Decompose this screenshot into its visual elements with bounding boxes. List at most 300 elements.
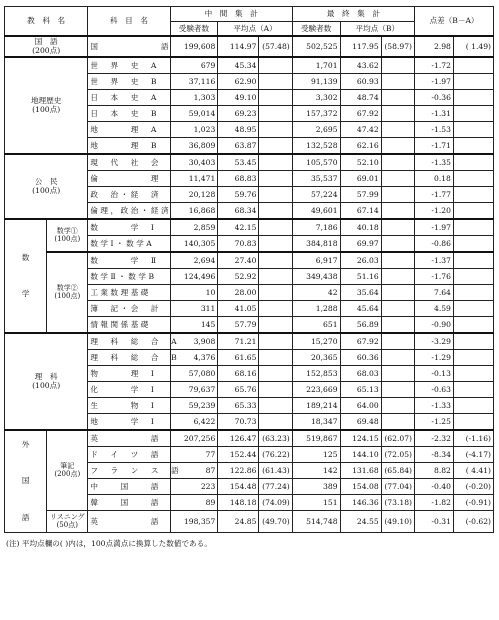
subject-cell: 数 学 Ⅰ (88, 219, 170, 236)
category-chireki: 地理歴史 (100点) (5, 57, 88, 154)
diff-converted: (-4.17) (453, 446, 493, 462)
mid-converted (259, 397, 292, 413)
mid-avg: 126.47 (218, 430, 259, 447)
final-count: 125 (292, 446, 340, 462)
subject-cell: 日 本 史 A (88, 89, 170, 105)
final-count: 105,570 (292, 154, 340, 171)
mid-count: 36,809 (170, 137, 218, 154)
final-count: 189,214 (292, 397, 340, 413)
mid-count: 59,239 (170, 397, 218, 413)
final-count: 1,288 (292, 300, 340, 316)
mid-avg: 61.65 (218, 349, 259, 365)
final-converted (381, 268, 414, 284)
subcategory-sugaku-2: 数学② (100点) (47, 252, 88, 333)
final-count: 20,365 (292, 349, 340, 365)
final-avg: 48.74 (340, 89, 381, 105)
diff-converted (453, 413, 493, 430)
final-converted (381, 121, 414, 137)
final-avg: 117.95 (340, 36, 381, 57)
subject-cell: 化 学 Ⅰ (88, 381, 170, 397)
mid-avg: 59.76 (218, 186, 259, 202)
diff: -1.76 (415, 268, 454, 284)
subject-cell: 英 語 (88, 430, 170, 447)
final-avg: 26.03 (340, 252, 381, 269)
table-row (5, 252, 494, 269)
diff: 7.64 (415, 284, 454, 300)
diff-converted (453, 268, 493, 284)
final-converted (381, 235, 414, 252)
diff-converted: ( 1.49) (453, 36, 493, 57)
subject-cell: 数 学 Ⅱ (88, 252, 170, 269)
diff-converted (453, 316, 493, 333)
diff-converted (453, 105, 493, 121)
final-count: 57,224 (292, 186, 340, 202)
final-converted (381, 365, 414, 381)
mid-converted (259, 186, 292, 202)
diff: -0.90 (415, 316, 454, 333)
mid-converted (259, 170, 292, 186)
mid-count: 79,637 (170, 381, 218, 397)
final-avg: 24.55 (340, 510, 381, 532)
category-komin: 公 民 (100点) (5, 154, 88, 219)
subject-cell: 数学Ⅰ・数学A (88, 235, 170, 252)
table-row (5, 219, 494, 236)
subject-cell: 物 理 Ⅰ (88, 365, 170, 381)
diff: -1.31 (415, 105, 454, 121)
header-subject: 科 目 名 (88, 7, 170, 37)
mid-avg: 69.23 (218, 105, 259, 121)
final-converted (381, 381, 414, 397)
diff-converted (453, 333, 493, 350)
mid-avg: 52.92 (218, 268, 259, 284)
mid-avg: 65.33 (218, 397, 259, 413)
mid-avg: 154.48 (218, 478, 259, 494)
final-converted (381, 154, 414, 171)
final-avg: 67.14 (340, 202, 381, 219)
mid-converted (259, 73, 292, 89)
mid-converted (259, 252, 292, 269)
mid-count: 198,357 (170, 510, 218, 532)
final-converted: (77.04) (381, 478, 414, 494)
mid-count: 207,256 (170, 430, 218, 447)
subject-cell: 生 物 Ⅰ (88, 397, 170, 413)
diff-converted: (-0.62) (453, 510, 493, 532)
final-converted (381, 252, 414, 269)
final-count: 3,302 (292, 89, 340, 105)
diff: -1.77 (415, 186, 454, 202)
mid-avg: 48.95 (218, 121, 259, 137)
final-avg: 47.42 (340, 121, 381, 137)
final-converted (381, 202, 414, 219)
final-avg: 67.92 (340, 333, 381, 350)
mid-avg: 65.76 (218, 381, 259, 397)
mid-converted (259, 219, 292, 236)
diff: -2.32 (415, 430, 454, 447)
mid-avg: 24.85 (218, 510, 259, 532)
diff-converted: (-0.91) (453, 494, 493, 510)
subject-cell: 現 代 社 会 (88, 154, 170, 171)
final-avg: 57.99 (340, 186, 381, 202)
diff: -1.35 (415, 154, 454, 171)
subject-cell: 韓 国 語 (88, 494, 170, 510)
mid-converted (259, 316, 292, 333)
final-avg: 146.36 (340, 494, 381, 510)
final-avg: 67.92 (340, 105, 381, 121)
final-count: 7,186 (292, 219, 340, 236)
final-converted (381, 89, 414, 105)
final-count: 42 (292, 284, 340, 300)
final-avg: 154.08 (340, 478, 381, 494)
subject-cell: 理 科 総 合 A (88, 333, 170, 350)
mid-count: 57,080 (170, 365, 218, 381)
final-avg: 69.48 (340, 413, 381, 430)
mid-avg: 114.97 (218, 36, 259, 57)
mid-avg: 70.83 (218, 235, 259, 252)
final-converted (381, 219, 414, 236)
category-rika: 理 科 (100点) (5, 333, 88, 430)
subject-cell: 工業数理基礎 (88, 284, 170, 300)
category-kokugo: 国 語 (200点) (5, 36, 88, 57)
mid-avg: 41.05 (218, 300, 259, 316)
final-converted (381, 170, 414, 186)
mid-count: 77 (170, 446, 218, 462)
final-count: 384,818 (292, 235, 340, 252)
mid-count: 30,403 (170, 154, 218, 171)
mid-count: 11,471 (170, 170, 218, 186)
final-count: 514,748 (292, 510, 340, 532)
mid-converted (259, 235, 292, 252)
subject-cell: 地 理 B (88, 137, 170, 154)
diff-converted (453, 397, 493, 413)
diff: -1.97 (415, 73, 454, 89)
subject-cell: ド イ ツ 語 (88, 446, 170, 462)
mid-avg: 70.73 (218, 413, 259, 430)
subject-cell: 理 科 総 合 B (88, 349, 170, 365)
final-count: 152,853 (292, 365, 340, 381)
subject-cell: 日 本 史 B (88, 105, 170, 121)
final-count: 2,695 (292, 121, 340, 137)
subject-cell: 地 理 A (88, 121, 170, 137)
diff: -1.20 (415, 202, 454, 219)
mid-count: 140,305 (170, 235, 218, 252)
final-converted: (49.10) (381, 510, 414, 532)
diff: -0.86 (415, 235, 454, 252)
mid-converted: (76.22) (259, 446, 292, 462)
subcategory-hikki: 筆記 (200点) (47, 430, 88, 511)
diff: -1.25 (415, 413, 454, 430)
final-count: 91,139 (292, 73, 340, 89)
diff: -1.82 (415, 494, 454, 510)
diff-converted (453, 154, 493, 171)
mid-avg: 45.34 (218, 57, 259, 74)
final-converted (381, 137, 414, 154)
diff-converted (453, 300, 493, 316)
mid-avg: 53.45 (218, 154, 259, 171)
final-converted (381, 105, 414, 121)
diff-converted (453, 252, 493, 269)
subject-cell: 倫 理 (88, 170, 170, 186)
mid-converted: (49.70) (259, 510, 292, 532)
diff-converted (453, 137, 493, 154)
header-final-avg: 平均点（B） (340, 22, 414, 37)
final-avg: 131.68 (340, 462, 381, 478)
diff: -1.72 (415, 57, 454, 74)
final-count: 151 (292, 494, 340, 510)
final-count: 18,347 (292, 413, 340, 430)
mid-count: 37,116 (170, 73, 218, 89)
subject-cell: 中 国 語 (88, 478, 170, 494)
table-row (5, 36, 494, 57)
diff-converted (453, 73, 493, 89)
mid-avg: 62.90 (218, 73, 259, 89)
mid-converted (259, 284, 292, 300)
final-converted (381, 284, 414, 300)
final-avg: 69.01 (340, 170, 381, 186)
final-count: 132,528 (292, 137, 340, 154)
mid-avg: 71.21 (218, 333, 259, 350)
mid-count: 20,128 (170, 186, 218, 202)
mid-avg: 27.40 (218, 252, 259, 269)
table-row (5, 154, 494, 171)
mid-avg: 49.10 (218, 89, 259, 105)
diff: -1.29 (415, 349, 454, 365)
header-category: 教 科 名 (5, 7, 88, 37)
subject-cell: 世 界 史 A (88, 57, 170, 74)
table-row (5, 510, 494, 532)
mid-count: 4,376 (170, 349, 218, 365)
mid-converted: (74.09) (259, 494, 292, 510)
header-mid-count: 受験者数 (170, 22, 218, 37)
mid-converted (259, 105, 292, 121)
mid-avg: 68.83 (218, 170, 259, 186)
mid-avg: 68.34 (218, 202, 259, 219)
diff-converted (453, 219, 493, 236)
diff-converted (453, 365, 493, 381)
final-converted (381, 57, 414, 74)
diff: -1.97 (415, 219, 454, 236)
mid-converted (259, 137, 292, 154)
final-count: 389 (292, 478, 340, 494)
final-avg: 64.00 (340, 397, 381, 413)
final-converted: (58.97) (381, 36, 414, 57)
diff-converted: ( 4.41) (453, 462, 493, 478)
mid-converted (259, 154, 292, 171)
final-avg: 45.64 (340, 300, 381, 316)
category-sugaku: 数 学 (5, 219, 47, 333)
subject-cell: 倫理，政治・経済 (88, 202, 170, 219)
final-count: 6,917 (292, 252, 340, 269)
diff-converted: (-0.20) (453, 478, 493, 494)
diff-converted (453, 381, 493, 397)
final-count: 49,601 (292, 202, 340, 219)
subcategory-listening: リスニング (50点) (47, 510, 88, 532)
table-row (5, 57, 494, 74)
final-count: 1,701 (292, 57, 340, 74)
diff-converted (453, 349, 493, 365)
diff-converted (453, 170, 493, 186)
header-mid-avg: 平均点（A） (218, 22, 292, 37)
header-final: 最 終 集 計 (292, 7, 414, 22)
diff-converted (453, 186, 493, 202)
diff: -1.37 (415, 252, 454, 269)
mid-count: 87 (170, 462, 218, 478)
diff-converted (453, 284, 493, 300)
mid-converted (259, 89, 292, 105)
mid-converted (259, 268, 292, 284)
mid-avg: 122.86 (218, 462, 259, 478)
final-converted (381, 349, 414, 365)
mid-converted: (77.24) (259, 478, 292, 494)
final-converted (381, 333, 414, 350)
final-converted: (73.18) (381, 494, 414, 510)
final-avg: 124.15 (340, 430, 381, 447)
final-count: 502,525 (292, 36, 340, 57)
mid-count: 10 (170, 284, 218, 300)
mid-converted (259, 413, 292, 430)
final-avg: 60.93 (340, 73, 381, 89)
mid-converted (259, 381, 292, 397)
final-avg: 56.89 (340, 316, 381, 333)
mid-converted (259, 349, 292, 365)
final-avg: 62.16 (340, 137, 381, 154)
final-count: 223,669 (292, 381, 340, 397)
mid-converted (259, 333, 292, 350)
diff: 8.82 (415, 462, 454, 478)
mid-converted (259, 365, 292, 381)
final-count: 142 (292, 462, 340, 478)
final-avg: 35.64 (340, 284, 381, 300)
final-avg: 65.13 (340, 381, 381, 397)
diff: -0.31 (415, 510, 454, 532)
category-gaikokugo: 外 国 語 (5, 430, 47, 533)
table-row (5, 430, 494, 447)
final-avg: 144.10 (340, 446, 381, 462)
final-count: 35,537 (292, 170, 340, 186)
mid-converted (259, 121, 292, 137)
mid-count: 679 (170, 57, 218, 74)
diff-converted (453, 235, 493, 252)
mid-count: 16,868 (170, 202, 218, 219)
subject-cell: 情報関係基礎 (88, 316, 170, 333)
mid-count: 124,496 (170, 268, 218, 284)
diff: 0.18 (415, 170, 454, 186)
table-row (5, 333, 494, 350)
mid-count: 2,859 (170, 219, 218, 236)
final-count: 651 (292, 316, 340, 333)
final-avg: 51.16 (340, 268, 381, 284)
mid-converted (259, 300, 292, 316)
mid-converted (259, 57, 292, 74)
subcategory-sugaku-1: 数学① (100点) (47, 219, 88, 252)
final-count: 349,438 (292, 268, 340, 284)
header-final-count: 受験者数 (292, 22, 340, 37)
mid-count: 2,694 (170, 252, 218, 269)
diff: -0.40 (415, 478, 454, 494)
final-avg: 60.36 (340, 349, 381, 365)
mid-count: 223 (170, 478, 218, 494)
final-converted: (62.07) (381, 430, 414, 447)
mid-converted: (57.48) (259, 36, 292, 57)
header-mid: 中 間 集 計 (170, 7, 292, 22)
subject-cell: 国 語 (88, 36, 170, 57)
mid-avg: 42.15 (218, 219, 259, 236)
diff: -1.33 (415, 397, 454, 413)
diff-converted (453, 202, 493, 219)
score-table-container (4, 6, 494, 549)
mid-avg: 28.00 (218, 284, 259, 300)
mid-count: 59,014 (170, 105, 218, 121)
final-avg: 68.03 (340, 365, 381, 381)
header-row-1 (5, 7, 494, 22)
final-count: 157,372 (292, 105, 340, 121)
diff: -3.29 (415, 333, 454, 350)
diff: -0.13 (415, 365, 454, 381)
mid-avg: 148.18 (218, 494, 259, 510)
mid-converted (259, 202, 292, 219)
subject-cell: 世 界 史 B (88, 73, 170, 89)
final-converted (381, 316, 414, 333)
final-converted (381, 413, 414, 430)
diff-converted (453, 89, 493, 105)
final-converted (381, 397, 414, 413)
mid-count: 311 (170, 300, 218, 316)
mid-avg: 68.16 (218, 365, 259, 381)
subject-cell: 数学Ⅱ・数学B (88, 268, 170, 284)
final-converted (381, 73, 414, 89)
final-count: 519,867 (292, 430, 340, 447)
final-avg: 52.10 (340, 154, 381, 171)
final-count: 15,270 (292, 333, 340, 350)
footnote: (注) 平均点欄の( )内は，100点満点に換算した数値である。 (6, 538, 212, 548)
diff: -1.71 (415, 137, 454, 154)
final-converted (381, 300, 414, 316)
subject-cell: フ ラ ン ス 語 (88, 462, 170, 478)
score-table (4, 6, 494, 533)
subject-cell: 簿 記・会 計 (88, 300, 170, 316)
diff: -0.36 (415, 89, 454, 105)
diff: -8.34 (415, 446, 454, 462)
final-converted: (72.05) (381, 446, 414, 462)
mid-converted: (61.43) (259, 462, 292, 478)
diff-converted (453, 121, 493, 137)
subject-cell: 地 学 Ⅰ (88, 413, 170, 430)
header-diff: 点差（B－A） (415, 7, 494, 37)
mid-count: 89 (170, 494, 218, 510)
mid-count: 199,608 (170, 36, 218, 57)
final-avg: 69.97 (340, 235, 381, 252)
subject-cell: 政 治・経 済 (88, 186, 170, 202)
diff: 4.59 (415, 300, 454, 316)
mid-count: 3,908 (170, 333, 218, 350)
mid-avg: 57.79 (218, 316, 259, 333)
mid-avg: 63.87 (218, 137, 259, 154)
diff-converted (453, 57, 493, 74)
mid-count: 145 (170, 316, 218, 333)
final-avg: 43.62 (340, 57, 381, 74)
mid-converted: (63.23) (259, 430, 292, 447)
final-avg: 40.18 (340, 219, 381, 236)
mid-count: 1,303 (170, 89, 218, 105)
mid-count: 6,422 (170, 413, 218, 430)
diff: -0.63 (415, 381, 454, 397)
diff: -1.53 (415, 121, 454, 137)
mid-count: 1,023 (170, 121, 218, 137)
subject-cell: 英 語 (88, 510, 170, 532)
mid-avg: 152.44 (218, 446, 259, 462)
final-converted: (65.84) (381, 462, 414, 478)
diff: 2.98 (415, 36, 454, 57)
diff-converted: (-1.16) (453, 430, 493, 447)
